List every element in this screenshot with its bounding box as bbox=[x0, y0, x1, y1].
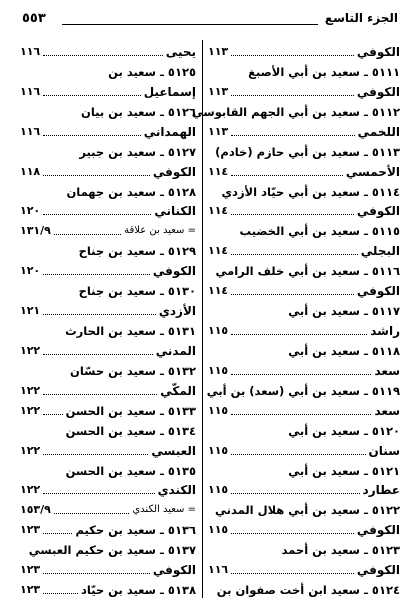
index-entry bbox=[208, 459, 400, 479]
index-entry bbox=[20, 279, 196, 299]
place-line bbox=[208, 120, 400, 140]
entry-text: ٥١١٦ ـ سعيد بن أبي خلف الرامي bbox=[215, 264, 400, 279]
page-ref: ١١٦ bbox=[20, 124, 41, 138]
entry-text: الكندي bbox=[157, 483, 196, 498]
page-ref: ١١٥ bbox=[208, 483, 229, 497]
dot-leader bbox=[43, 573, 150, 574]
dot-leader bbox=[43, 454, 148, 455]
page-ref: ١٥٣/٩ bbox=[20, 503, 51, 517]
entry-text: ٥١٢٩ ـ سعيد بن جناح bbox=[78, 244, 196, 259]
page-number: ٥٥٣ bbox=[22, 11, 46, 26]
dot-leader bbox=[231, 95, 354, 96]
dot-leader bbox=[43, 493, 154, 494]
place-line bbox=[20, 299, 196, 319]
index-entry bbox=[20, 518, 196, 538]
index-entry bbox=[208, 498, 400, 518]
entry-text: ٥١٣٢ ـ سعيد بن حسّان bbox=[70, 363, 196, 378]
page-ref: ١١٣ bbox=[208, 124, 229, 138]
page-ref: ١١٥ bbox=[208, 403, 229, 417]
page-ref: ١١٤ bbox=[208, 164, 229, 178]
index-entry bbox=[208, 538, 400, 558]
dot-leader bbox=[231, 55, 354, 56]
dot-leader bbox=[43, 55, 163, 56]
entry-text: الكوفي bbox=[152, 264, 196, 279]
place-line bbox=[20, 558, 196, 578]
place-line bbox=[208, 319, 400, 339]
entry-text: ٥١٢٧ ـ سعيد بن جبير bbox=[79, 144, 196, 159]
index-entry bbox=[20, 459, 196, 479]
entry-text: ٥١١١ ـ سعيد بن أبي الأصبغ bbox=[248, 64, 400, 79]
entry-text: الكوفي bbox=[356, 523, 400, 538]
dot-leader bbox=[54, 234, 121, 235]
index-entry bbox=[208, 339, 400, 359]
place-line bbox=[20, 339, 196, 359]
entry-text: الكوفي bbox=[356, 84, 400, 99]
entry-text: الكوفي bbox=[356, 45, 400, 59]
dot-leader bbox=[231, 533, 354, 534]
index-entry bbox=[20, 60, 196, 80]
dot-leader bbox=[231, 334, 367, 335]
page-ref: ١١٤ bbox=[208, 284, 229, 298]
entry-text: إسماعيل bbox=[143, 84, 196, 99]
place-line bbox=[20, 120, 196, 140]
dot-leader bbox=[43, 394, 157, 395]
entry-text: ٥١٣٦ ـ سعيد بن حكيم bbox=[75, 523, 196, 538]
entry-text: الأزدي bbox=[158, 304, 196, 319]
entry-text: الكوفي bbox=[356, 204, 400, 219]
dot-leader bbox=[231, 374, 371, 375]
index-entry bbox=[20, 239, 196, 259]
index-entry bbox=[208, 299, 400, 319]
dot-leader bbox=[231, 493, 359, 494]
entry-text: الهمداني bbox=[143, 124, 196, 139]
entry-text: سعد bbox=[374, 363, 400, 378]
page-ref: ١٢٣ bbox=[20, 563, 41, 577]
entry-text: ٥١٢٦ ـ سعيد بن بيان bbox=[81, 104, 196, 119]
dot-leader bbox=[231, 294, 354, 295]
entry-text: الأحمسي bbox=[345, 164, 400, 179]
entry-text: = سعيد بن علاقة bbox=[124, 225, 196, 237]
index-entry bbox=[208, 379, 400, 399]
entry-text: ٥١٣١ ـ سعيد بن الحارث bbox=[65, 324, 196, 338]
dot-leader bbox=[231, 414, 371, 415]
page-ref: ١٢٢ bbox=[20, 443, 41, 457]
place-line bbox=[208, 478, 400, 498]
entry-text: ٥١١٣ ـ سعيد بن أبي حازم (خادم) bbox=[215, 144, 400, 159]
entry-text: ٥١٣٤ ـ سعيد بن الحسن bbox=[65, 423, 196, 438]
entry-text: يحيى bbox=[165, 45, 196, 59]
column-divider bbox=[202, 40, 203, 598]
index-entry bbox=[208, 180, 400, 200]
entry-text: ٥١١٤ ـ سعيد بن أبي حيّاد الأزدي bbox=[221, 184, 400, 199]
dot-leader bbox=[231, 135, 354, 136]
page-ref: ١١٦ bbox=[20, 45, 41, 58]
page-ref: ١١٤ bbox=[208, 204, 229, 218]
entry-text: الكوفي bbox=[356, 563, 400, 578]
dot-leader bbox=[43, 135, 141, 136]
cross-reference bbox=[20, 219, 196, 239]
index-entry bbox=[20, 180, 196, 200]
page-ref: ١٢٣ bbox=[20, 583, 41, 597]
entry-text: المدني bbox=[155, 343, 196, 358]
page-ref: ١١٤ bbox=[208, 244, 229, 258]
dot-leader bbox=[43, 593, 78, 594]
dot-leader bbox=[43, 95, 141, 96]
place-line bbox=[208, 399, 400, 419]
page-ref: ١٢٢ bbox=[20, 403, 41, 417]
place-line bbox=[208, 199, 400, 219]
index-entry bbox=[20, 140, 196, 160]
entry-text: المكّي bbox=[160, 383, 196, 398]
entry-text: الكوفي bbox=[356, 284, 400, 299]
index-entry bbox=[208, 578, 400, 598]
entry-text: ٥١٢٤ ـ سعيد ابن أخت صفوان بن bbox=[216, 583, 400, 598]
entry-text: اللخمي bbox=[357, 124, 400, 139]
page-ref: ١٢٢ bbox=[20, 483, 41, 497]
entry-text: ٥١٢٣ ـ سعيد بن أحمد bbox=[281, 543, 400, 558]
entry-text: العبسي bbox=[151, 443, 196, 458]
page-ref: ١١٨ bbox=[20, 164, 41, 178]
entry-text: ٥١٣٨ ـ سعيد بن حيّاد bbox=[80, 583, 196, 598]
page-ref: ١٢١ bbox=[20, 304, 41, 318]
entry-text: = سعيد الكندي bbox=[132, 504, 196, 516]
entry-text: البجلي bbox=[360, 244, 400, 259]
entry-text: راشد bbox=[370, 324, 400, 338]
index-entry bbox=[20, 319, 196, 339]
place-line bbox=[208, 558, 400, 578]
entry-text: ٥١١٧ ـ سعيد بن أبي bbox=[288, 304, 400, 319]
place-line bbox=[20, 379, 196, 399]
dot-leader bbox=[54, 513, 129, 514]
index-entry bbox=[20, 538, 196, 558]
page-ref: ١١٣ bbox=[208, 84, 229, 98]
dot-leader bbox=[231, 254, 358, 255]
entry-text: ٥١١٢ ـ سعيد بن أبي الجهم القابوسي bbox=[191, 104, 400, 119]
index-entry bbox=[20, 578, 196, 598]
page-header bbox=[22, 8, 398, 32]
entry-text: ٥١٢٥ ـ سعيد بن bbox=[108, 64, 196, 79]
index-entry bbox=[20, 359, 196, 379]
place-line bbox=[20, 478, 196, 498]
volume-title: الجزء التاسع bbox=[324, 11, 398, 25]
place-line bbox=[20, 40, 196, 60]
header-rule bbox=[62, 24, 318, 25]
place-line bbox=[208, 279, 400, 299]
index-entry bbox=[20, 100, 196, 120]
index-entry bbox=[191, 100, 400, 120]
place-line bbox=[208, 439, 400, 459]
dot-leader bbox=[43, 533, 72, 534]
dot-leader bbox=[43, 354, 153, 355]
entry-text: ٥١٢١ ـ سعيد بن أبي bbox=[288, 463, 400, 478]
page-ref: ١٢٠ bbox=[20, 204, 41, 218]
page-ref: ١١٥ bbox=[208, 324, 229, 337]
page-ref: ١١٦ bbox=[20, 84, 41, 98]
entry-text: ٥١١٩ ـ سعيد بن أبي (سعد) بن أبي bbox=[206, 383, 400, 398]
place-line bbox=[20, 199, 196, 219]
place-line bbox=[20, 80, 196, 100]
place-line bbox=[208, 80, 400, 100]
dot-leader bbox=[43, 274, 150, 275]
dot-leader bbox=[43, 314, 156, 315]
place-line bbox=[208, 160, 400, 180]
entry-text: ٥١٢٢ ـ سعيد بن أبي هلال المدني bbox=[215, 503, 400, 518]
place-line bbox=[208, 239, 400, 259]
cross-reference bbox=[20, 498, 196, 518]
page-ref: ١١٥ bbox=[208, 363, 229, 377]
dot-leader bbox=[231, 175, 343, 176]
place-line bbox=[20, 259, 196, 279]
entry-text: ٥١٢٠ ـ سعيد بن أبي bbox=[288, 423, 400, 438]
page-ref: ١١٥ bbox=[208, 523, 229, 537]
entry-text: ٥١١٥ ـ سعيد بن أبي الخضيب bbox=[239, 224, 400, 239]
page-ref: ١٣١/٩ bbox=[20, 224, 51, 238]
page-ref: ١٢٠ bbox=[20, 264, 41, 278]
dot-leader bbox=[43, 214, 151, 215]
index-entry bbox=[208, 60, 400, 80]
entry-text: ٥١٣٧ ـ سعيد بن حكيم العبسي bbox=[28, 543, 196, 558]
entry-text: الكناني bbox=[154, 204, 196, 219]
place-line bbox=[20, 439, 196, 459]
page-ref: ١٢٢ bbox=[20, 343, 41, 357]
page-ref: ١١٣ bbox=[208, 45, 229, 58]
place-line bbox=[208, 359, 400, 379]
place-line bbox=[20, 160, 196, 180]
entry-text: ٥١١٨ ـ سعيد بن أبي bbox=[288, 343, 400, 358]
index-entry bbox=[208, 419, 400, 439]
entry-text: سنان bbox=[368, 443, 400, 458]
entry-text: سعد bbox=[374, 403, 400, 418]
entry-text: الكوفي bbox=[152, 563, 196, 578]
page-ref: ١١٦ bbox=[208, 563, 229, 577]
dot-leader bbox=[231, 454, 365, 455]
page-ref: ١٢٢ bbox=[20, 383, 41, 397]
index-entry bbox=[208, 140, 400, 160]
index-entry bbox=[20, 399, 196, 419]
page-ref: ١٢٣ bbox=[20, 523, 41, 537]
page-ref: ١١٥ bbox=[208, 443, 229, 457]
entry-text: ٥١٣٣ ـ سعيد بن الحسن bbox=[65, 403, 196, 418]
entry-text: عطارد bbox=[362, 483, 400, 498]
dot-leader bbox=[231, 573, 354, 574]
entry-text: ٥١٣٠ ـ سعيد بن جناح bbox=[78, 284, 196, 299]
place-line bbox=[208, 518, 400, 538]
place-line bbox=[208, 40, 400, 60]
entry-text: الكوفي bbox=[152, 164, 196, 179]
index-entry bbox=[20, 419, 196, 439]
entry-text: ٥١٢٨ ـ سعيد بن جهمان bbox=[66, 184, 196, 199]
entry-text: ٥١٣٥ ـ سعيد بن الحسن bbox=[65, 463, 196, 478]
index-entry bbox=[208, 259, 400, 279]
dot-leader bbox=[231, 214, 354, 215]
index-entry bbox=[208, 219, 400, 239]
dot-leader bbox=[43, 175, 150, 176]
dot-leader bbox=[43, 414, 62, 415]
